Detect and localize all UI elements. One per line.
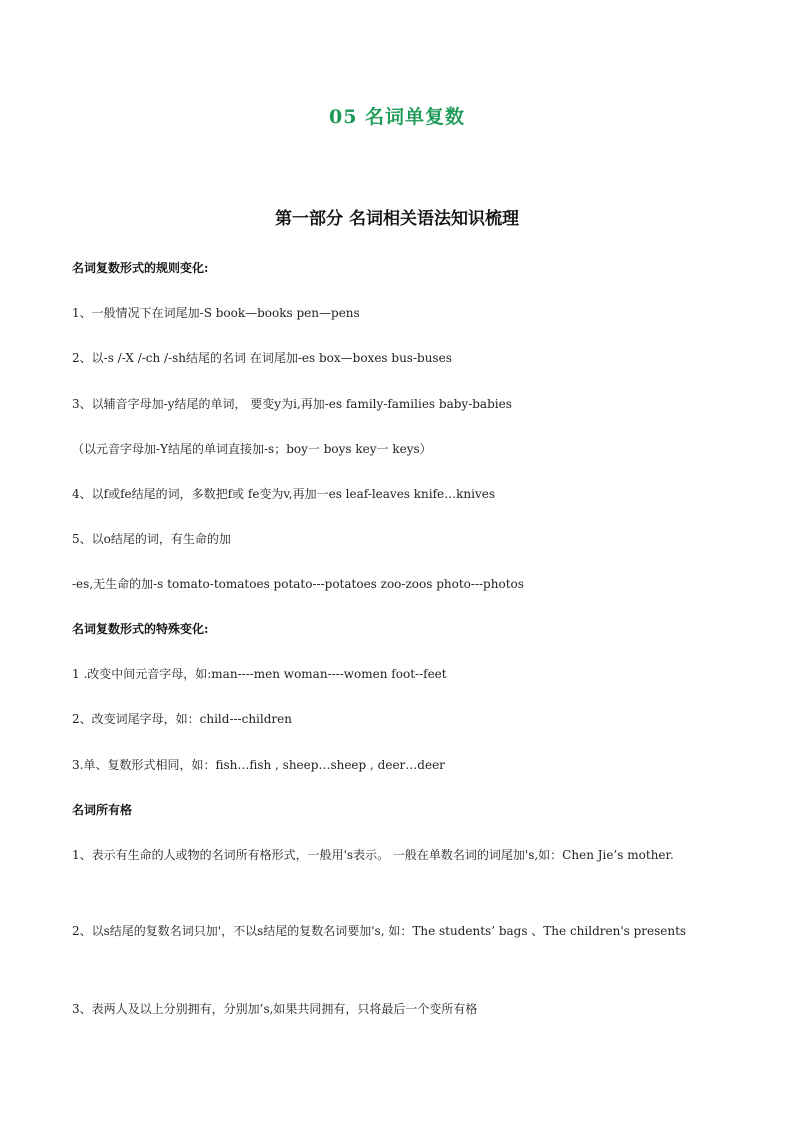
part-one-title: 第一部分 名词相关语法知识梳理 — [275, 209, 519, 229]
possessive-rule-3: 3、表两人及以上分别拥有，分别加’s,如果共同拥有，只将最后一个变所有格 — [72, 1002, 478, 1016]
possessive-rule-2: 2、以s结尾的复数名词只加'，不以s结尾的复数名词要加's, 如：The students’ bags 、The children's presents — [72, 924, 687, 938]
special-rule-3: 3.单、复数形式相同，如：fish…fish , sheep…sheep , deer…deer — [72, 758, 445, 772]
special-rule-1: 1 .改变中间元音字母，如:man----men woman----women foot--feet — [72, 667, 447, 681]
possessive-rule-1: 1、表示有生命的人或物的名词所有格形式，一般用's表示。 一般在单数名词的词尾加's,如：Chen Jie’s mother. — [72, 848, 674, 862]
special-changes-heading: 名词复数形式的特殊变化: — [72, 622, 209, 636]
regular-rule-3-note: （以元音字母加-Y结尾的单词直接加-s；boy一 boys key一 keys） — [72, 442, 432, 456]
regular-rule-2: 2、以-s /-X /-ch /-sh结尾的名词 在词尾加-es box—boxes bus-buses — [72, 351, 452, 365]
regular-rule-5: 5、以o结尾的词，有生命的加 — [72, 532, 231, 546]
page-title: 05 名词单复数 — [328, 106, 466, 128]
possessive-heading: 名词所有格 — [72, 803, 133, 817]
regular-rule-1: 1、一般情况下在词尾加-S book—books pen—pens — [72, 306, 360, 320]
regular-rule-3: 3、以辅音字母加-y结尾的单词， 要变y为i,再加-es family-families baby-babies — [72, 397, 512, 411]
special-rule-2: 2、改变词尾字母，如：child---children — [72, 712, 292, 726]
regular-rule-4: 4、以f或fe结尾的词，多数把f或 fe变为v,再加一es leaf-leaves knife…knives — [72, 487, 496, 501]
regular-changes-heading: 名词复数形式的规则变化: — [72, 261, 209, 275]
regular-rule-5-examples: -es,无生命的加-s tomato-tomatoes potato---potatoes zoo-zoos photo---photos — [72, 577, 524, 591]
